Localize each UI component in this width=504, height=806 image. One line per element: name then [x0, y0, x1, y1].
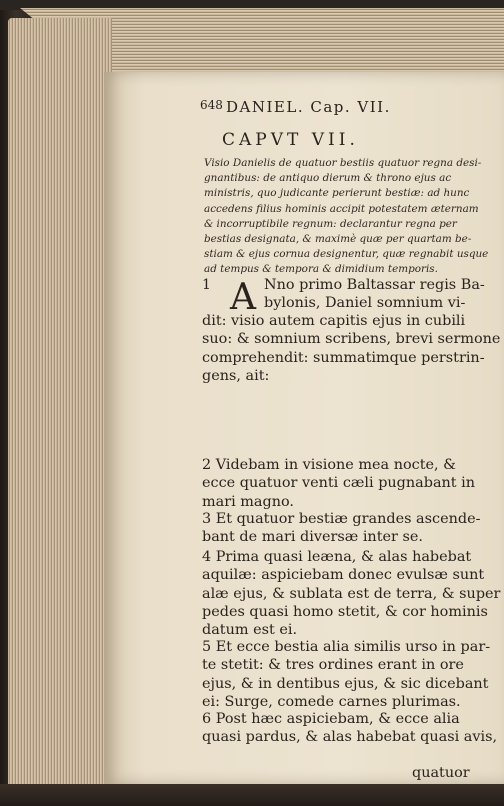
- verse-line: 4 Prima quasi leæna, & alas habebat: [202, 549, 472, 565]
- verse-line: gens, ait:: [202, 367, 270, 384]
- summary-line: bestias designata, & maximè quæ per quartam be-: [204, 233, 472, 246]
- verse-line: te stetit: & tres ordines erant in ore: [202, 657, 464, 674]
- verse-2: [202, 456, 502, 511]
- verse-3: [202, 510, 502, 547]
- verse-line: datum est ei.: [202, 622, 298, 639]
- verse-line: comprehendit: summatimque perstrin-: [202, 349, 485, 366]
- drop-capital: A: [230, 277, 256, 318]
- summary-line: gnantibus: de antiquo dierum & throno ejus ac: [204, 172, 452, 185]
- verse-line: pedes quasi homo stetit, & cor hominis: [202, 603, 488, 620]
- summary-line: stiam & ejus cornua designentur, quæ regnabit usque: [204, 248, 489, 261]
- verse-lines: [202, 312, 500, 385]
- verse-line: 5 Et ecce bestia alia similis urso in par-: [202, 639, 491, 655]
- chapter-heading: CAPVT VII.: [222, 130, 359, 150]
- verse-line: suo: & somnium scribens, brevi sermone: [202, 331, 501, 348]
- verse-line: Nno primo Baltassar regis Ba-: [264, 277, 485, 293]
- running-head: [200, 98, 500, 118]
- verse-line: bylonis, Daniel somnium vi-: [264, 295, 466, 311]
- verse-line: 6 Post hæc aspiciebam, & ecce alia: [202, 711, 460, 727]
- verse-number: 1: [202, 277, 211, 293]
- page-number: 648: [200, 98, 223, 112]
- verse-line: ei: Surge, comede carnes plurimas.: [202, 693, 461, 710]
- catchword: quatuor: [412, 765, 470, 781]
- verse-line: quasi pardus, & alas habebat quasi avis,: [202, 729, 498, 746]
- verse-line: 3 Et quatuor bestiæ grandes ascende-: [202, 511, 481, 527]
- page: [104, 72, 504, 784]
- summary-line: accedens filius hominis accipit potestatem æternam: [204, 202, 479, 215]
- chapter-summary: [204, 156, 496, 278]
- summary-line: Visio Danielis de quatuor bestiis quatuor regna desi-: [204, 157, 482, 169]
- summary-line: ministris, quo judicante perierunt bestiæ: ad hunc: [204, 187, 470, 200]
- verse-5: [202, 638, 502, 711]
- verse-line: bant de mari diversæ inter se.: [202, 529, 423, 546]
- verse-6: [202, 710, 502, 747]
- verse-line: 2 Videbam in visione mea nocte, &: [202, 457, 456, 473]
- side-page-edges: [8, 18, 112, 793]
- verse-4: [202, 548, 502, 639]
- summary-line: & incorruptibile regnum: declarantur regna per: [204, 217, 457, 230]
- page-content: [104, 72, 504, 784]
- summary-line: ad tempus & tempora & dimidium temporis.: [204, 263, 438, 276]
- bottom-shadow: [0, 784, 504, 806]
- verse-line: aquilæ: aspiciebam donec evulsæ sunt: [202, 567, 485, 584]
- running-title: DANIEL. Cap. VII.: [226, 98, 391, 116]
- verse-line: alæ ejus, & sublata est de terra, & super: [202, 585, 501, 602]
- verse-line: ecce quatuor venti cæli pugnabant in: [202, 475, 476, 492]
- verse-line: dit: visio autem capitis ejus in cubili: [202, 313, 466, 329]
- verse-line: mari magno.: [202, 493, 294, 510]
- verse-line: ejus, & in dentibus ejus, & sic dicebant: [202, 675, 489, 692]
